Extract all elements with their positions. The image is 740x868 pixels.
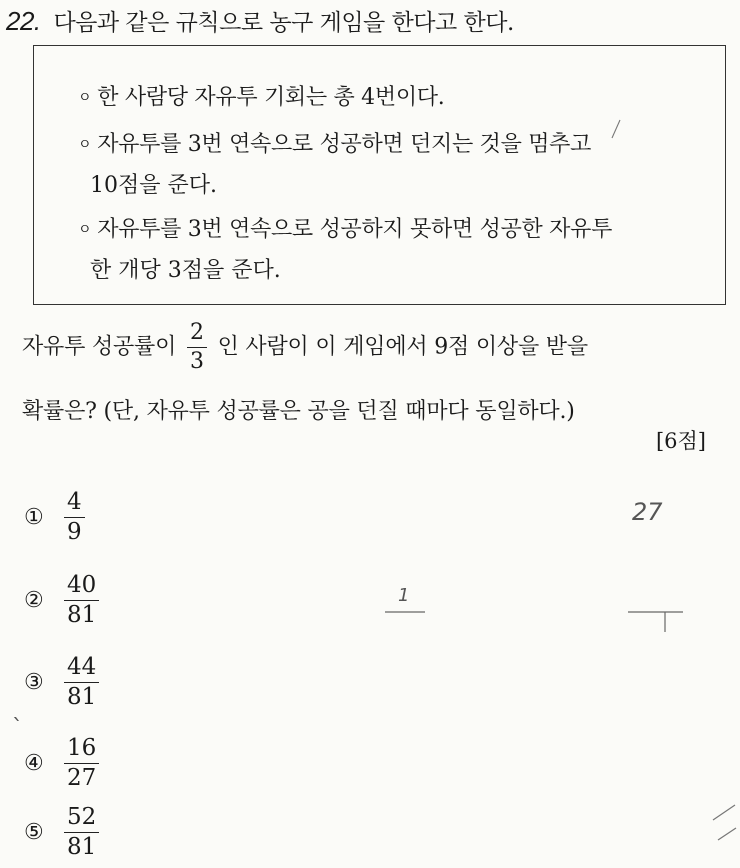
choice-fraction: [64, 571, 99, 628]
fraction-numerator: 52: [64, 806, 99, 833]
choice-5[interactable]: [24, 802, 103, 862]
choice-fraction: [64, 803, 99, 860]
pencil-stroke: [718, 828, 736, 840]
fraction-denominator: 81: [67, 601, 97, 628]
question-prompt-line1: [22, 322, 588, 373]
choice-fraction: [64, 653, 99, 710]
rule-item-3: [78, 212, 612, 243]
pencil-stroke: [713, 805, 735, 820]
fraction-denominator: 9: [67, 518, 82, 545]
prompt-text: 자유투 성공률이: [22, 334, 177, 360]
rule-text: 한 사람당 자유투 기회는 총 4번이다.: [97, 85, 445, 110]
selected-answer-tick: `: [12, 716, 23, 741]
fraction-denominator: 81: [67, 683, 97, 710]
probability-fraction: [187, 322, 207, 373]
rule-box: [33, 45, 726, 305]
fraction-numerator: 40: [64, 574, 99, 601]
choice-fraction: [64, 488, 85, 545]
fraction-numerator: 4: [64, 491, 85, 518]
bullet-icon: ㅇ: [78, 137, 92, 153]
choice-1[interactable]: [24, 487, 89, 547]
handwritten-note: 27: [632, 498, 663, 526]
choice-marker: ④: [24, 750, 44, 776]
fraction-denominator: 27: [67, 764, 97, 791]
fraction-numerator: 44: [64, 656, 99, 683]
prompt-text: 인 사람이 이 게임에서 9점 이상을 받을: [217, 334, 588, 360]
bullet-icon: ㅇ: [78, 90, 92, 106]
fraction-numerator: 2: [187, 322, 207, 348]
rule-item-2: [78, 127, 591, 158]
choice-marker: ②: [24, 587, 44, 613]
choice-2[interactable]: [24, 570, 103, 630]
question-header: [6, 4, 514, 37]
fraction-denominator: 81: [67, 833, 97, 860]
bullet-icon: ㅇ: [78, 222, 92, 238]
points-label: [6점]: [655, 429, 706, 453]
choice-marker: ⑤: [24, 819, 44, 845]
rule-text: 자유투를 3번 연속으로 성공하지 못하면 성공한 자유투: [97, 217, 613, 242]
choice-marker: ③: [24, 669, 44, 695]
question-prompt-line2: 확률은? (단, 자유투 성공률은 공을 던질 때마다 동일하다.): [22, 399, 575, 424]
choice-marker: ①: [24, 504, 44, 530]
choice-3[interactable]: [24, 652, 103, 712]
choice-4[interactable]: [24, 733, 103, 793]
rule-item-3-continued: 한 개당 3점을 준다.: [90, 258, 281, 283]
question-intro: 다음과 같은 규칙으로 농구 게임을 한다고 한다.: [53, 10, 514, 36]
fraction-denominator: 3: [189, 349, 204, 374]
rule-item-1: [78, 80, 444, 111]
fraction-numerator: 16: [64, 737, 99, 764]
handwritten-note: 1: [398, 585, 410, 606]
choice-fraction: [64, 734, 99, 791]
question-number: 22.: [6, 6, 41, 36]
rule-item-2-continued: 10점을 준다.: [90, 173, 217, 198]
rule-text: 자유투를 3번 연속으로 성공하면 던지는 것을 멈추고: [97, 132, 592, 157]
